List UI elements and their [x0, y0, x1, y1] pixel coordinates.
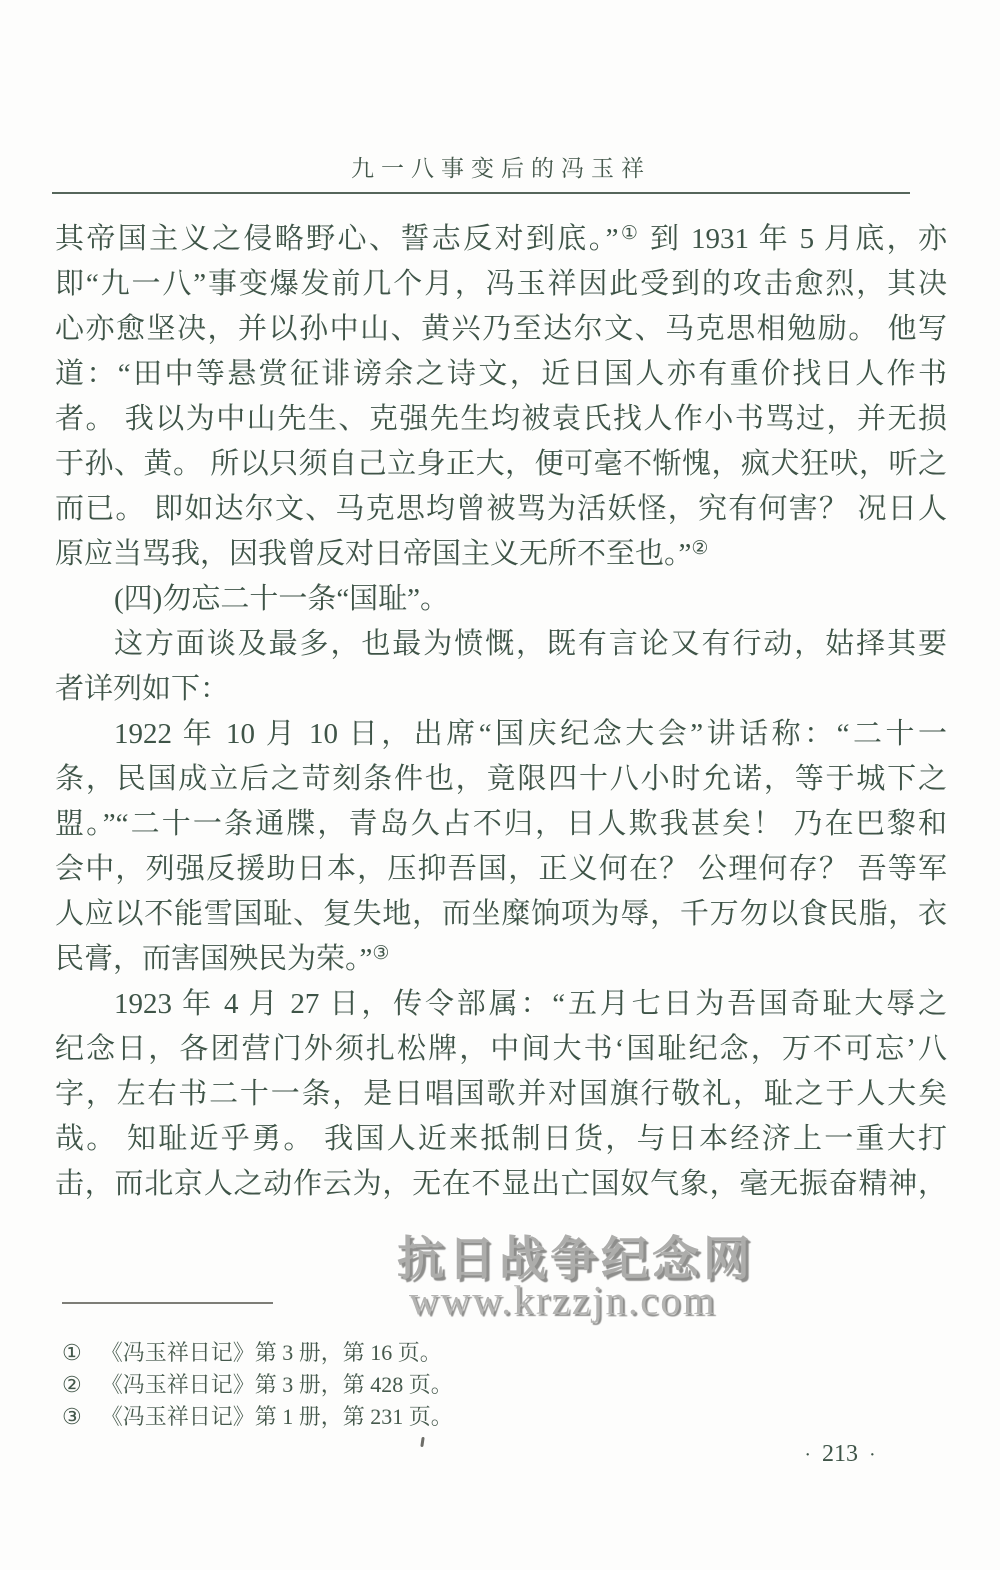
- text-line: 会中，列强反援助日本，压抑吾国，正义何在？ 公理何存？ 吾等军: [55, 853, 947, 885]
- text-line: 即“九一八”事变爆发前几个月，冯玉祥因此受到的攻击愈烈，其决: [55, 268, 947, 300]
- footnote-item: [62, 1337, 662, 1369]
- header-rule: [52, 192, 910, 194]
- text-line: 1923 年 4 月 27 日，传令部属：“五月七日为吾国奇耻大辱之: [114, 988, 947, 1020]
- text-line: 者详列如下：: [55, 673, 230, 705]
- text-line: 盟。”“二十一条通牒，青岛久占不归，日人欺我甚矣！ 乃在巴黎和: [55, 808, 947, 840]
- text-line: 心亦愈坚决，并以孙中山、黄兴乃至达尔文、马克思相勉励。 他写: [55, 313, 947, 345]
- footnote-separator: [62, 1302, 273, 1304]
- footnote-text: 《冯玉祥日记》第 3 册，第 428 页。: [100, 1372, 453, 1397]
- text-line: 者。 我以为中山先生、克强先生均被袁氏找人作小书骂过，并无损: [55, 403, 947, 435]
- text-line: 条，民国成立后之苛刻条件也，竟限四十八小时允诺，等于城下之: [55, 763, 947, 795]
- footnote-number: ①: [62, 1340, 82, 1365]
- footnote-text: 《冯玉祥日记》第 3 册，第 16 页。: [100, 1340, 442, 1365]
- footnote-number: ②: [62, 1372, 82, 1397]
- page-number-right-dot: ·: [869, 1444, 876, 1466]
- text-line: 而已。 即如达尔文、马克思均曾被骂为活妖怪，究有何害？ 况日人: [55, 493, 947, 525]
- footnote-item: [62, 1401, 662, 1433]
- text-line: 字，左右书二十一条，是日唱国歌并对国旗行敬礼，耻之于人大矣: [55, 1078, 947, 1110]
- text-line: 1922 年 10 月 10 日，出席“国庆纪念大会”讲话称：“二十一: [114, 718, 947, 750]
- text-line: 于孙、黄。 所以只须自己立身正大，便可毫不惭愧，疯犬狂吠，听之: [55, 448, 947, 480]
- text-line: 原应当骂我，因我曾反对日帝国主义无所不至也。”②: [55, 538, 709, 570]
- footnotes: [62, 1337, 662, 1433]
- page-number: [780, 1441, 900, 1468]
- footnote-item: [62, 1369, 662, 1401]
- body-text: [55, 217, 947, 1207]
- page-number-left-dot: ·: [804, 1444, 811, 1466]
- page-number-value: 213: [822, 1441, 858, 1467]
- text-line: 击，而北京人之动作云为，无在不显出亡国奴气象，毫无振奋精神，: [55, 1168, 947, 1200]
- running-header-title: 九一八事变后的冯玉祥: [351, 156, 651, 181]
- text-line: 哉。 知耻近乎勇。 我国人近来抵制日货，与日本经济上一重大打: [55, 1123, 947, 1155]
- text-line: 人应以不能雪国耻、复失地，而坐糜饷项为辱，千万勿以食民脂，衣: [55, 898, 947, 930]
- text-line: 其帝国主义之侵略野心、誓志反对到底。”① 到 1931 年 5 月底，亦: [55, 223, 947, 255]
- watermark-site-url: www.krzzjn.com: [409, 1277, 717, 1323]
- text-line: 纪念日，各团营门外须扎松牌，中间大书‘国耻纪念，万不可忘’八: [55, 1033, 947, 1065]
- text-line: 道：“田中等悬赏征诽谤余之诗文，近日国人亦有重价找日人作书: [55, 358, 947, 390]
- text-line: 这方面谈及最多，也最为愤慨，既有言论又有行动，姑择其要: [114, 628, 947, 660]
- footnote-marker: ③: [372, 943, 390, 964]
- watermark-site-name: 抗日战争纪念网: [397, 1234, 754, 1286]
- text-line: (四)勿忘二十一条“国耻”。: [114, 583, 450, 615]
- scan-artifact: [420, 1437, 424, 1447]
- footnote-marker: ①: [618, 223, 641, 244]
- footnote-number: ③: [62, 1404, 82, 1429]
- footnote-text: 《冯玉祥日记》第 1 册，第 231 页。: [100, 1404, 453, 1429]
- text-line: 民膏，而害国殃民为荣。”③: [55, 943, 390, 975]
- footnote-marker: ②: [691, 538, 709, 559]
